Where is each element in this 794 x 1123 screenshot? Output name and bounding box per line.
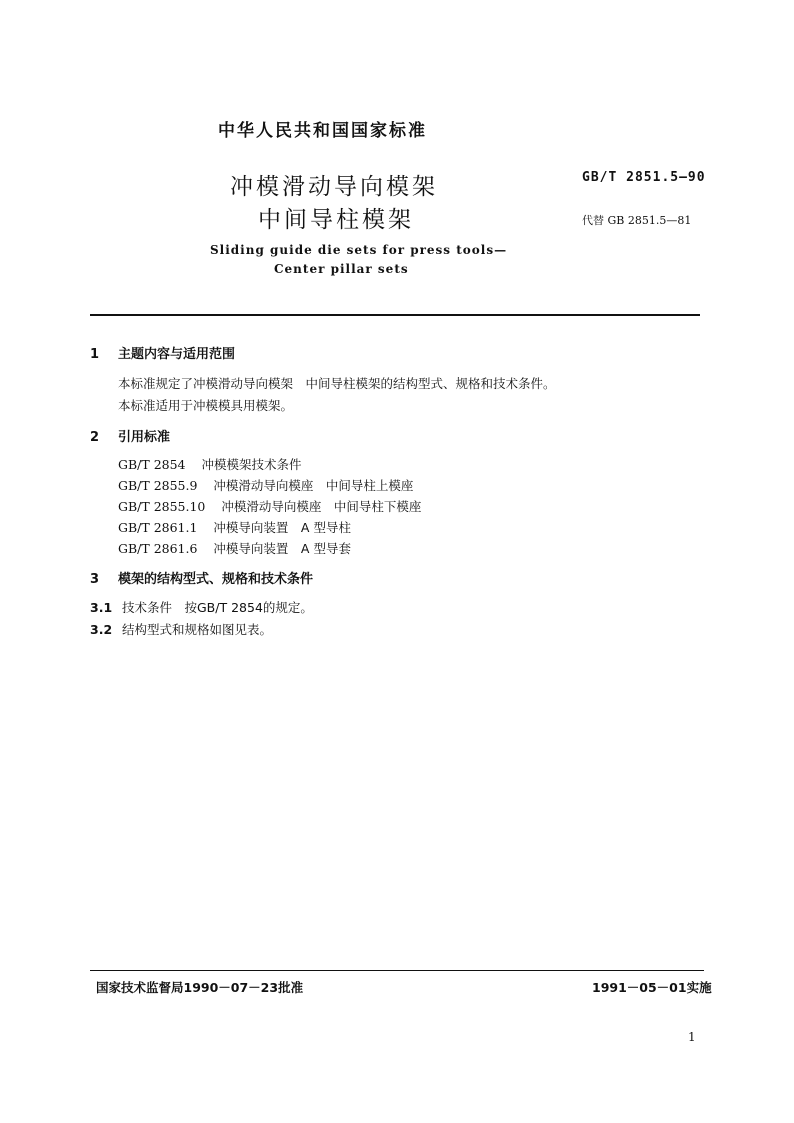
clause-3-1	[90, 598, 313, 616]
section-1-heading	[90, 343, 235, 362]
english-title-line-2: Center pillar sets	[274, 262, 409, 276]
section-2-heading	[90, 426, 170, 445]
effective-date: 1991－05－01实施	[592, 980, 712, 995]
clause-3-2	[90, 620, 272, 638]
clause-3-1-text: 技术条件 按GB/T 2854的规定。	[122, 600, 313, 615]
reference-item	[118, 476, 413, 494]
english-title-line-1: Sliding guide die sets for press tools—	[210, 243, 508, 257]
section-3-title: 模架的结构型式、规格和技术条件	[118, 572, 314, 587]
reference-title: 冲模滑动导向模座 中间导柱下模座	[221, 499, 422, 514]
reference-title: 冲模滑动导向模座 中间导柱上模座	[213, 478, 414, 493]
reference-code: GB/T 2861.1	[118, 520, 198, 535]
reference-code: GB/T 2861.6	[118, 541, 198, 556]
section-1-title: 主题内容与适用范围	[118, 347, 236, 362]
clause-3-1-number: 3.1	[90, 600, 113, 615]
reference-item	[118, 497, 421, 515]
section-3-number: 3	[90, 572, 100, 587]
section-1-para-1: 本标准规定了冲模滑动导向模架 中间导柱模架的结构型式、规格和技术条件。	[118, 376, 556, 391]
clause-3-2-text: 结构型式和规格如图见表。	[122, 622, 273, 637]
title-line-1: 冲模滑动导向模架	[230, 174, 438, 200]
footer-divider	[90, 970, 704, 971]
section-1-number: 1	[90, 347, 100, 362]
clause-3-2-number: 3.2	[90, 622, 113, 637]
approval-date: 国家技术监督局1990－07－23批准	[96, 980, 304, 995]
reference-code: GB/T 2855.10	[118, 499, 206, 514]
section-3-heading	[90, 568, 313, 587]
section-1-para-2: 本标准适用于冲模模具用模架。	[118, 398, 294, 413]
replaces-standard: 代替 GB 2851.5—81	[582, 214, 692, 227]
reference-title: 冲模导向装置 A 型导套	[213, 541, 351, 556]
reference-title: 冲模模架技术条件	[201, 457, 302, 472]
reference-item	[118, 455, 302, 473]
standard-code: GB/T 2851.5—90	[582, 170, 706, 185]
section-2-number: 2	[90, 430, 100, 445]
reference-item	[118, 518, 351, 536]
section-2-title: 引用标准	[118, 430, 171, 445]
reference-item	[118, 539, 351, 557]
page-number: 1	[688, 1030, 696, 1044]
issuing-authority: 中华人民共和国国家标准	[218, 121, 427, 141]
header-divider	[90, 314, 700, 316]
reference-title: 冲模导向装置 A 型导柱	[213, 520, 351, 535]
reference-code: GB/T 2854	[118, 457, 186, 472]
title-line-2: 中间导柱模架	[258, 207, 414, 233]
reference-code: GB/T 2855.9	[118, 478, 198, 493]
